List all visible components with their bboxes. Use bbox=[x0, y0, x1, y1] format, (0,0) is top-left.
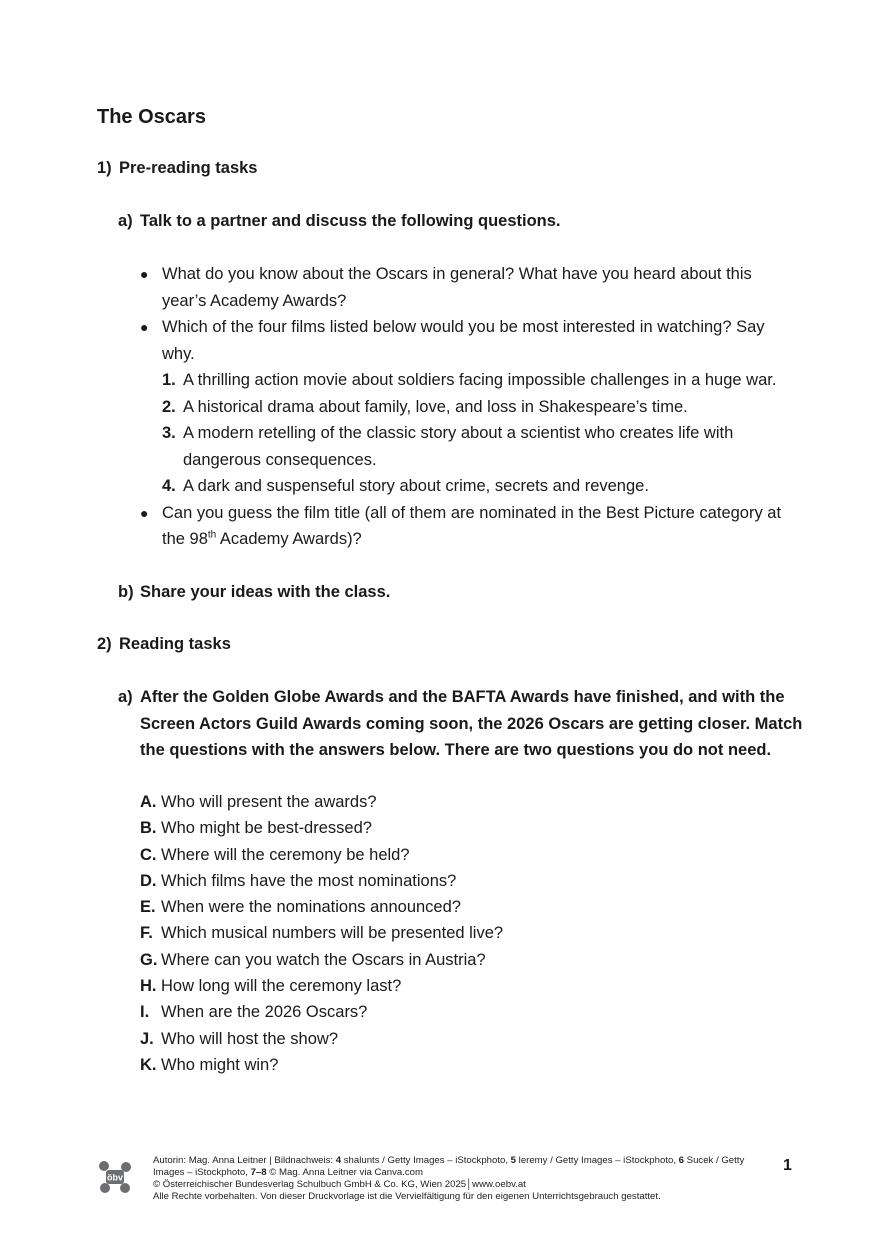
bullet-item bbox=[140, 314, 800, 500]
bullet-text: Which of the four films listed below would you be most interested in watching? Say why. bbox=[162, 318, 765, 363]
question-text: Where can you watch the Oscars in Austria? bbox=[161, 950, 486, 969]
film-item bbox=[162, 420, 800, 473]
film-description: A dark and suspenseful story about crime, secrets and revenge. bbox=[183, 477, 649, 495]
question-letter: K. bbox=[140, 1055, 157, 1074]
question-text: When were the nominations announced? bbox=[161, 898, 461, 917]
question-item bbox=[140, 920, 503, 946]
question-text: Where will the ceremony be held? bbox=[161, 845, 410, 864]
page-title: The Oscars bbox=[97, 106, 206, 128]
question-text: Who might win? bbox=[161, 1055, 279, 1074]
question-text: Who will present the awards? bbox=[161, 793, 377, 811]
film-item bbox=[162, 367, 800, 394]
section-1-number: 1) bbox=[97, 159, 112, 177]
logo-text: öbv bbox=[106, 1172, 124, 1183]
question-text: Which musical numbers will be presented live? bbox=[161, 924, 504, 943]
task-1b-letter: b) bbox=[118, 583, 134, 601]
film-number: 1. bbox=[162, 371, 176, 389]
bullet-text-part: Can you guess the film title (all of them are nominated in the Best Picture category at the 98 bbox=[162, 503, 782, 548]
bullet-icon: ● bbox=[140, 504, 149, 521]
task-1a-heading bbox=[118, 208, 808, 235]
publisher-line: © Österreichischer Bundesverlag Schulbuch GmbH & Co. KG, Wien 2025│www.oebv.at bbox=[153, 1179, 526, 1190]
bullet-text bbox=[162, 500, 800, 553]
question-letter: G. bbox=[140, 950, 158, 969]
question-item bbox=[140, 1026, 503, 1052]
film-number: 4. bbox=[162, 477, 176, 495]
task-2a-text: After the Golden Globe Awards and the BAFTA Awards have finished, and with the Screen Actors Guild Awards coming soon, the 2026 Oscars are getting closer. Match the questions with the answers below. There are two questions you do not need. bbox=[140, 688, 803, 759]
publisher-logo-icon bbox=[97, 1159, 133, 1195]
film-description: A historical drama about family, love, and loss in Shakespeare’s time. bbox=[183, 397, 688, 416]
task-1a-text: Talk to a partner and discuss the following questions. bbox=[140, 212, 561, 230]
task-2a-heading bbox=[118, 684, 808, 764]
question-letter: D. bbox=[140, 871, 157, 890]
question-text: When are the 2026 Oscars? bbox=[161, 1003, 368, 1022]
question-text: Who might be best-dressed? bbox=[161, 819, 372, 838]
section-1-heading bbox=[97, 159, 257, 178]
bullet-icon: ● bbox=[140, 266, 149, 282]
question-letter: J. bbox=[140, 1029, 154, 1048]
page-number: 1 bbox=[783, 1157, 792, 1174]
rights-line: Alle Rechte vorbehalten. Von dieser Druckvorlage ist die Vervielfältigung für den eigenen Unterrichtsgebrauch gestattet. bbox=[153, 1191, 661, 1202]
film-number: 2. bbox=[162, 397, 176, 416]
section-1-title: Pre-reading tasks bbox=[119, 159, 258, 177]
question-letter: B. bbox=[140, 819, 157, 838]
film-description: A thrilling action movie about soldiers facing impossible challenges in a huge war. bbox=[183, 371, 777, 389]
question-item bbox=[140, 815, 503, 841]
film-item bbox=[162, 394, 800, 421]
question-list bbox=[140, 789, 503, 1078]
task-1a-letter: a) bbox=[118, 212, 133, 230]
bullet-item bbox=[140, 500, 800, 553]
bullet-item bbox=[140, 261, 800, 314]
question-item bbox=[140, 999, 503, 1025]
section-2-heading bbox=[97, 635, 231, 654]
ordinal-suffix: th bbox=[207, 529, 217, 541]
task-1b-text: Share your ideas with the class. bbox=[140, 583, 391, 601]
question-item bbox=[140, 894, 503, 920]
question-text: Who will host the show? bbox=[161, 1029, 338, 1048]
task-2a-letter: a) bbox=[118, 688, 133, 706]
film-list bbox=[162, 367, 800, 500]
question-item bbox=[140, 973, 503, 999]
image-credits: Autorin: Mag. Anna Leitner | Bildnachweis: 4 shalunts / Getty Images – iStockphoto, 5 leremy / Getty Images – iStockphoto, 6 Sucek / Getty Images – iStockphoto, 7–8 © Mag. Anna Leitner via Canva.com bbox=[153, 1155, 745, 1178]
question-item bbox=[140, 868, 503, 894]
task-1b-heading bbox=[118, 579, 808, 606]
question-item bbox=[140, 842, 503, 868]
question-item bbox=[140, 947, 503, 973]
film-number: 3. bbox=[162, 424, 176, 442]
footer-credits bbox=[153, 1155, 753, 1203]
bullet-text-part: Academy Awards)? bbox=[216, 530, 362, 548]
question-letter: H. bbox=[140, 977, 157, 996]
section-2-number: 2) bbox=[97, 635, 112, 653]
question-text: How long will the ceremony last? bbox=[161, 977, 402, 996]
question-letter: F. bbox=[140, 924, 153, 943]
page-footer bbox=[97, 1153, 797, 1213]
question-item bbox=[140, 789, 503, 815]
question-letter: C. bbox=[140, 845, 157, 864]
question-letter: I. bbox=[140, 1003, 150, 1022]
discussion-questions bbox=[140, 261, 800, 553]
question-letter: E. bbox=[140, 898, 156, 917]
question-item bbox=[140, 1052, 503, 1078]
film-item bbox=[162, 473, 800, 500]
bullet-text: What do you know about the Oscars in general? What have you heard about this year’s Academy Awards? bbox=[162, 265, 752, 310]
film-description: A modern retelling of the classic story about a scientist who creates life with dangerous consequences. bbox=[183, 424, 734, 469]
section-2-title: Reading tasks bbox=[119, 635, 231, 653]
question-text: Which films have the most nominations? bbox=[161, 871, 457, 890]
bullet-icon: ● bbox=[140, 319, 149, 335]
question-letter: A. bbox=[140, 793, 157, 811]
